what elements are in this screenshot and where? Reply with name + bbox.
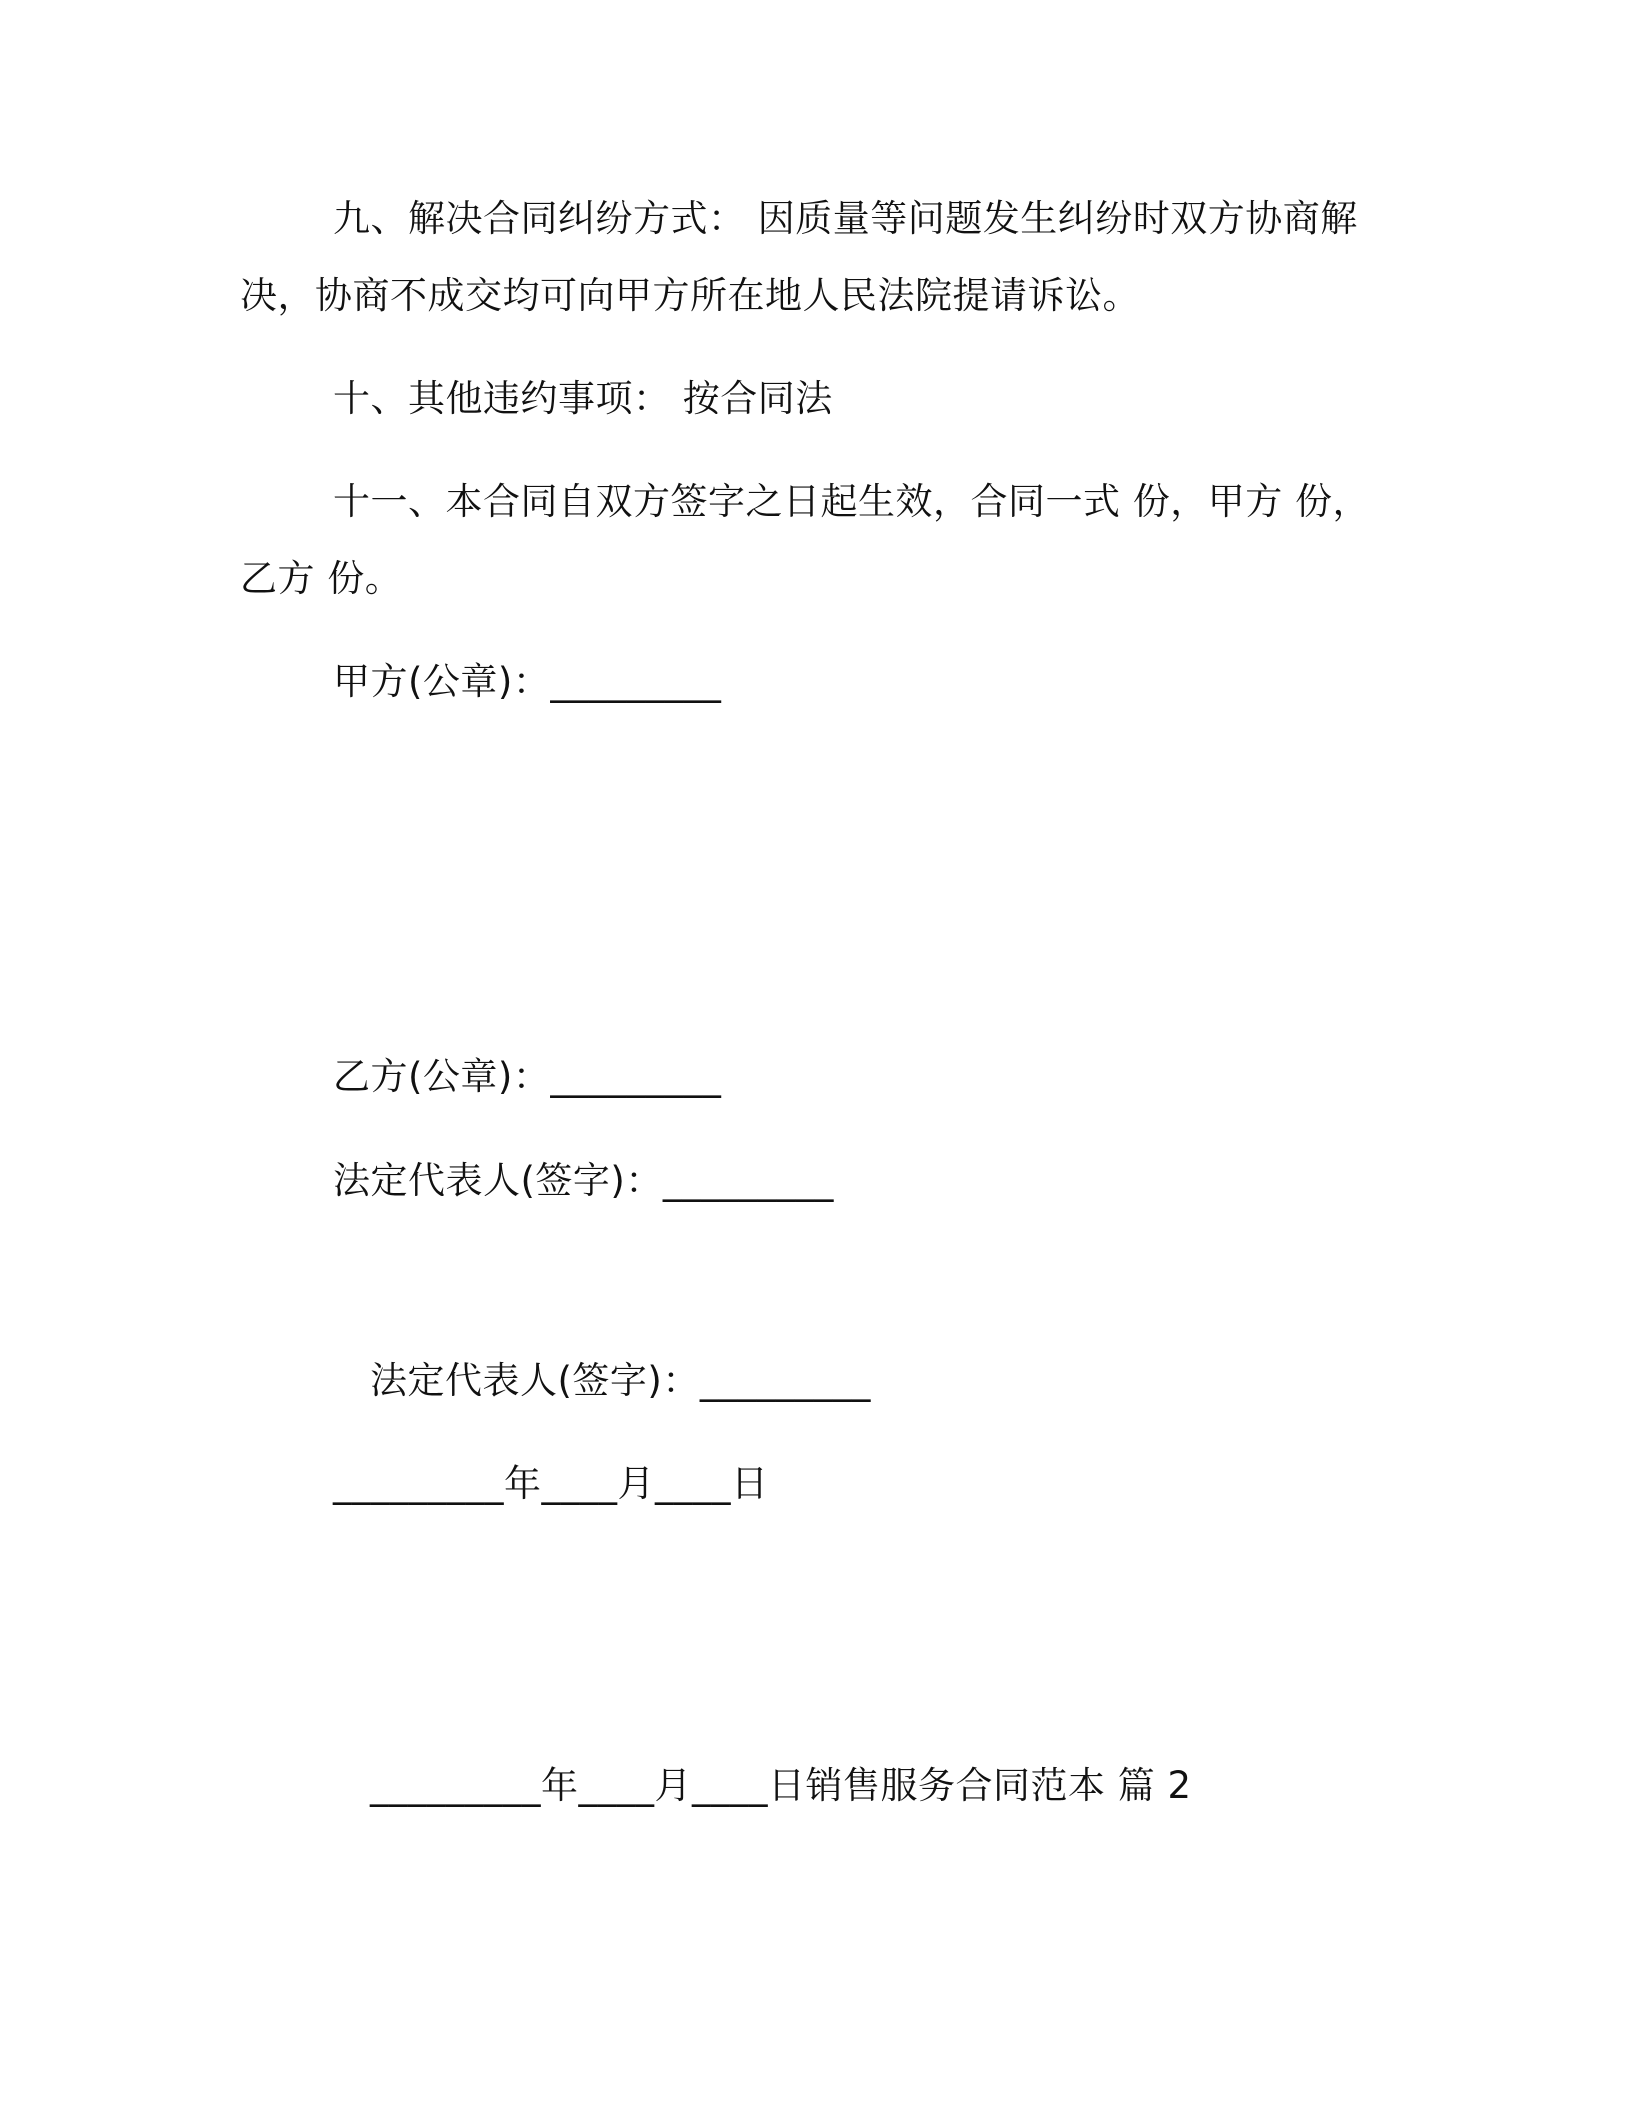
next-section-title: _________年____月____日销售服务合同范本 篇 2 (370, 1764, 1192, 1807)
clause-11-line-1: 十一、本合同自双方签字之日起生效，合同一式 份，甲方 份， (333, 480, 1371, 523)
party-a-seal-line: 甲方(公章)：_________ (333, 660, 722, 703)
clause-10: 十、其他违约事项： 按合同法 (333, 377, 833, 420)
clause-9-line-2: 决，协商不成交均可向甲方所在地人民法院提请诉讼。 (240, 274, 1140, 317)
legal-representative-signature-1: 法定代表人(签字)：_________ (333, 1159, 834, 1202)
clause-11-line-2: 乙方 份。 (240, 557, 403, 600)
party-b-seal-line: 乙方(公章)：_________ (333, 1055, 722, 1098)
clause-9-line-1: 九、解决合同纠纷方式： 因质量等问题发生纠纷时双方协商解 (333, 197, 1358, 240)
date-line: _________年____月____日 (333, 1462, 769, 1505)
legal-representative-signature-2: 法定代表人(签字)：_________ (370, 1359, 871, 1402)
